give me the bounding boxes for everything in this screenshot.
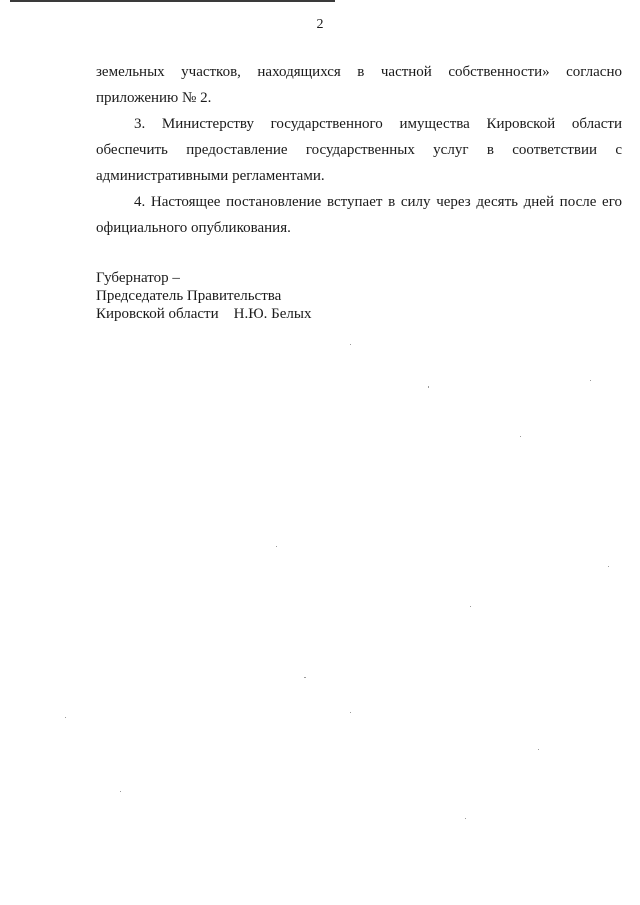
scan-border-line (10, 0, 335, 2)
scan-speck (428, 386, 429, 388)
paragraph-continuation: земельных участков, находящихся в частной собственности» согласно приложению № 2. (96, 64, 622, 106)
scan-speck (608, 566, 609, 567)
scan-speck (470, 606, 471, 607)
signature-name: Кировской области Н.Ю. Белых (96, 306, 312, 322)
scan-speck (520, 436, 521, 437)
document-body (96, 59, 622, 241)
signature-title: Губернатор – (96, 270, 180, 286)
paragraph-item-4: 4. Настоящее постановление вступает в силу через десять дней после его официального опубликования. (96, 194, 622, 236)
scan-speck (590, 380, 591, 381)
scan-speck (120, 791, 121, 792)
scan-speck (304, 677, 306, 678)
scan-speck (276, 546, 277, 547)
page-number: 2 (316, 17, 324, 32)
scan-speck (65, 717, 66, 718)
scan-speck (465, 818, 466, 819)
scan-speck (350, 344, 351, 345)
signature-position: Председатель Правительства (96, 288, 282, 304)
paragraph-item-3: 3. Министерству государственного имущества Кировской области обеспечить предоставление государственных услуг в соответствии с административными регламентами. (96, 116, 622, 184)
scan-speck (538, 749, 539, 750)
scan-speck (350, 712, 351, 713)
signature-block (96, 269, 311, 323)
